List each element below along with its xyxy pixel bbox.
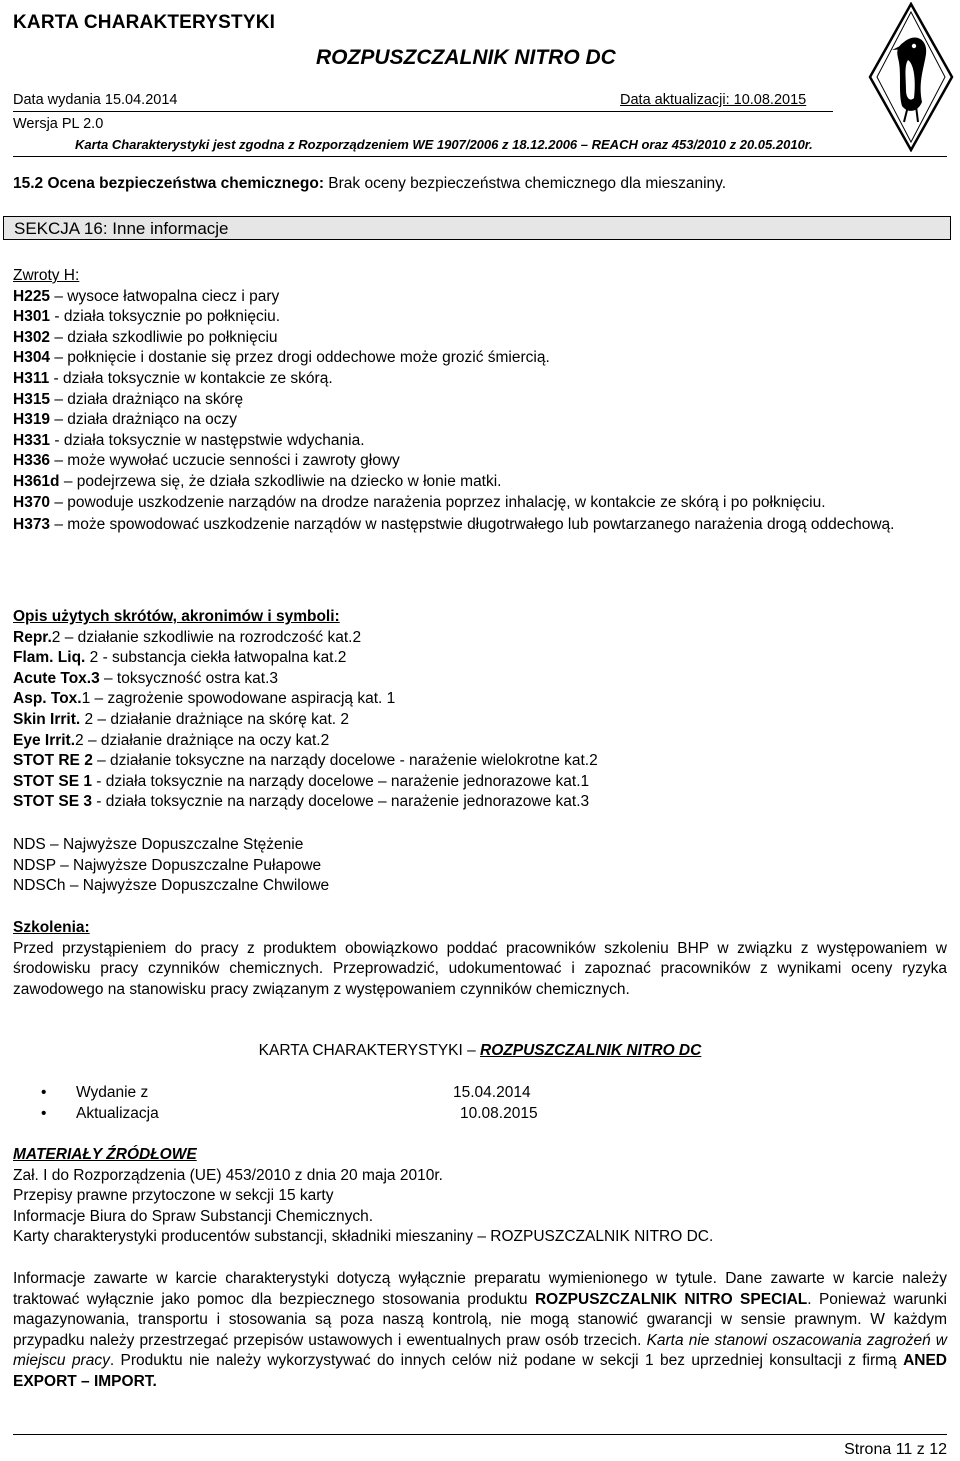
header-divider <box>13 111 833 112</box>
product-name: ROZPUSZCZALNIK NITRO DC <box>316 46 616 69</box>
h-phrase-item: H373 – może spowodować uszkodzenie narządów w następstwie długotrwałego lub powtarzanego narażenia drogą oddechową. <box>13 516 895 534</box>
h-phrase-item: H315 – działa drażniąco na skórę <box>13 390 244 408</box>
abbreviation-item: Skin Irrit. 2 – działanie drażniące na skórę kat. 2 <box>13 710 350 728</box>
sources <box>13 1145 947 1248</box>
section-16-header: SEKCJA 16: Inne informacje <box>3 216 951 240</box>
update-date-item: • Aktualizacja 10.08.2015 <box>13 1104 947 1125</box>
abbreviation-item: Repr.2 – działanie szkodliwie na rozrodczość kat.2 <box>13 628 362 646</box>
h-phrases-heading: Zwroty H: <box>13 267 80 284</box>
issue-date: Data wydania 15.04.2014 <box>13 92 178 108</box>
exposure-limits <box>13 835 947 897</box>
disclaimer-product: ROZPUSZCZALNIK NITRO SPECIAL <box>534 1290 808 1308</box>
disclaimer: Informacje zawarte w karcie charakterystyki dotyczą wyłącznie preparatu wymienionego w tytule. Dane zawarte w karcie należy traktować wyłącznie jako pomoc dla bezpiecznego stosowania produktu ROZPUSZCZALNIK NITRO SPECIAL. Ponieważ warunki magazynowania, transportu i stosowania są poza naszą kontrolą, nie mogą stanowić gwarancji w sensie prawnym. W każdym przypadku należy przestrzegać przepisów ustawowych i ewentualnych praw osób trzecich. Karta nie stanowi oszacowania zagrożeń w miejscu pracy. Produktu nie należy wykorzystywać do innych celów niż podane w sekcji 1 bez uprzedniej konsultacji z firmą ANED EXPORT – IMPORT. <box>13 1270 947 1390</box>
h-phrase-item: H336 – może wywołać uczucie senności i zawroty głowy <box>13 452 400 470</box>
h-phrase-item: H370 – powoduje uszkodzenie narządów na drodze narażenia poprzez inhalację, w kontakcie ze skórą i po połknięciu. <box>13 493 826 511</box>
training-heading: Szkolenia: <box>13 919 90 936</box>
limit-item: NDS – Najwyższe Dopuszczalne Stężenie <box>13 836 304 853</box>
limit-item: NDSCh – Najwyższe Dopuszczalne Chwilowe <box>13 877 330 895</box>
abbreviations-heading: Opis użytych skrótów, akronimów i symboli: <box>13 608 340 625</box>
h-phrase-item: H301 - działa toksycznie po połknięciu. <box>13 308 281 326</box>
company-name: ANED EXPORT – IMPORT. <box>13 1352 947 1390</box>
compliance-note: Karta Charakterystyki jest zgodna z Rozporządzeniem WE 1907/2006 z 18.12.2006 – REACH oraz 453/2010 z 20.05.2010r. <box>75 137 813 152</box>
h-phrase-item: H331 - działa toksycznie w następstwie wdychania. <box>13 431 365 449</box>
limit-item: NDSP – Najwyższe Dopuszczalne Pułapowe <box>13 856 322 874</box>
abbreviation-item: STOT SE 1 - działa toksycznie na narządy docelowe – narażenie jednorazowe kat.1 <box>13 772 590 790</box>
abbreviation-item: Flam. Liq. 2 - substancja ciekła łatwopalna kat.2 <box>13 649 347 667</box>
version-label: Wersja PL 2.0 <box>13 116 104 132</box>
document-title: KARTA CHARAKTERYSTYKI <box>13 12 276 33</box>
h-phrase-item: H311 - działa toksycznie w kontakcie ze skórą. <box>13 369 333 387</box>
abbreviation-item: Acute Tox.3 – toksyczność ostra kat.3 <box>13 669 279 687</box>
training-text: Przed przystąpieniem do pracy z produktem obowiązkowo poddać pracowników szkoleniu BHP w związku z występowaniem w środowisku pracy czynników chemicznych. Przeprowadzić, udokumentować i zapoznać pracowników z wynikami oceny ryzyka zawodowego na stanowisku pracy związanym z występowaniem czynników chemicznych. <box>13 939 947 998</box>
abbreviation-item: STOT RE 2 – działanie toksyczne na narządy docelowe - narażenie wielokrotne kat.2 <box>13 752 598 770</box>
sources-heading: MATERIAŁY ŹRÓDŁOWE <box>13 1146 197 1163</box>
source-item: Karty charakterystyki producentów substancji, składniki mieszaniny – ROZPUSZCZALNIK NITRO DC. <box>13 1228 714 1246</box>
update-date: Data aktualizacji: 10.08.2015 <box>620 92 807 108</box>
bird-logo-icon <box>868 2 954 152</box>
card-dates <box>13 1083 947 1124</box>
page-number: Strona 11 z 12 <box>844 1441 947 1458</box>
source-item: Informacje Biura do Spraw Substancji Chemicznych. <box>13 1207 374 1225</box>
section-15-2-text: Brak oceny bezpieczeństwa chemicznego dla mieszaniny. <box>323 175 727 192</box>
abbreviation-item: Asp. Tox.1 – zagrożenie spowodowane aspiracją kat. 1 <box>13 690 396 708</box>
h-phrase-item: H304 – połknięcie i dostanie się przez drogi oddechowe może grozić śmiercią. <box>13 349 550 367</box>
h-phrases <box>13 266 947 537</box>
issue-date-item: • Wydanie z 15.04.2014 <box>13 1083 947 1104</box>
training <box>13 918 947 1000</box>
h-phrase-item: H302 – działa szkodliwie po połknięciu <box>13 328 278 346</box>
section-15-2 <box>13 174 947 195</box>
h-phrase-item: H319 – działa drażniąco na oczy <box>13 411 238 429</box>
h-phrase-item: H361d – podejrzewa się, że działa szkodliwie na dziecko w łonie matki. <box>13 472 502 490</box>
card-title: KARTA CHARAKTERYSTYKI – ROZPUSZCZALNIK NITRO DC <box>258 1042 702 1059</box>
card-product: ROZPUSZCZALNIK NITRO DC <box>480 1042 702 1059</box>
abbreviation-item: STOT SE 3 - działa toksycznie na narządy docelowe – narażenie jednorazowe kat.3 <box>13 793 590 811</box>
h-phrase-item: H225 – wysoce łatwopalna ciecz i pary <box>13 287 280 305</box>
footer-divider <box>13 1434 947 1435</box>
header-divider-bottom <box>13 156 947 157</box>
source-item: Zał. I do Rozporządzenia (UE) 453/2010 z dnia 20 maja 2010r. <box>13 1166 443 1184</box>
source-item: Przepisy prawne przytoczone w sekcji 15 karty <box>13 1187 334 1205</box>
section-15-2-label: 15.2 Ocena bezpieczeństwa chemicznego: <box>13 175 324 192</box>
abbreviations <box>13 607 947 813</box>
abbreviation-item: Eye Irrit.2 – działanie drażniące na oczy kat.2 <box>13 731 330 749</box>
